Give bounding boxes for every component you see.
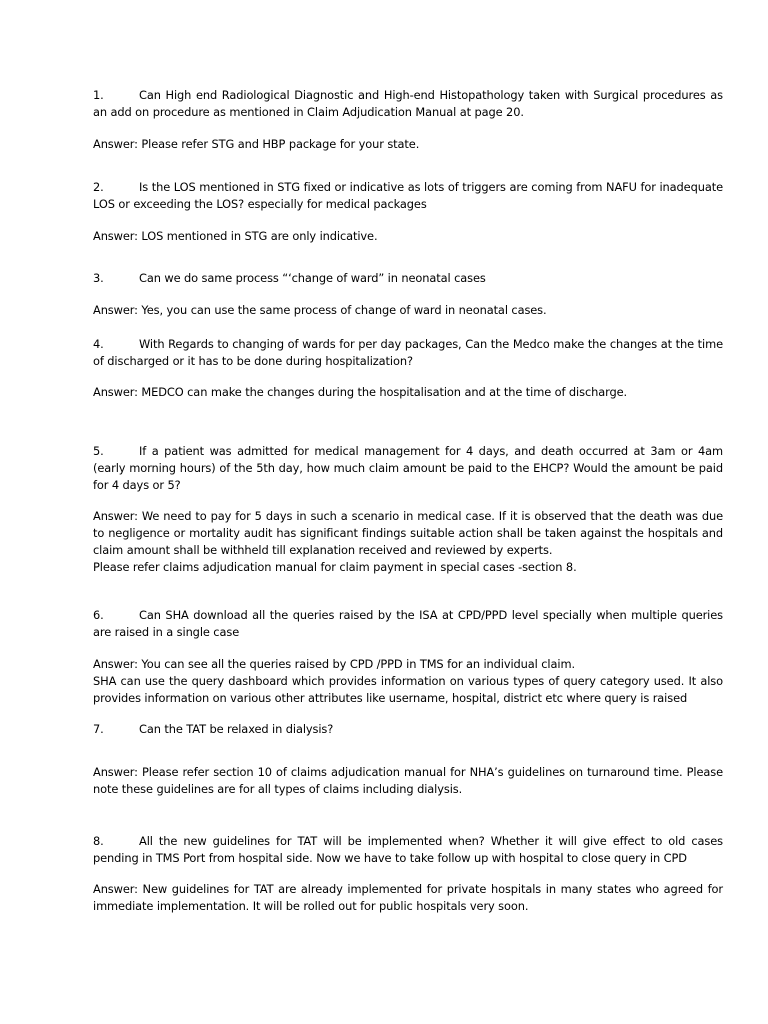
answer-4 (93, 384, 723, 401)
question-text: Can High end Radiological Diagnostic and High-end Histopathology taken with Surgical procedures as an add on procedure as mentioned in Claim Adjudication Manual at page 20. (93, 88, 723, 119)
answer-3 (93, 302, 723, 319)
answer-text: Answer: Please refer section 10 of claims adjudication manual for NHA’s guidelines on turnaround time. Please note these guidelines are for all types of claims including dialysis. (93, 765, 723, 796)
answer-6 (93, 656, 723, 707)
answer-text: Answer: We need to pay for 5 days in such a scenario in medical case. If it is observed that the death was due to negligence or mortality audit has significant findings suitable action shall be taken against the hospitals and claim amount shall be withheld till explanation received and reviewed by experts. (93, 509, 723, 557)
question-5 (93, 443, 723, 494)
question-2 (93, 179, 723, 213)
question-number: 5. (93, 444, 104, 458)
question-number: 1. (93, 88, 104, 102)
question-number: 4. (93, 337, 104, 351)
answer-7 (93, 764, 723, 798)
question-3 (93, 270, 723, 287)
question-6 (93, 607, 723, 641)
answer-text: Please refer claims adjudication manual for claim payment in special cases -section 8. (93, 560, 577, 574)
question-number: 8. (93, 834, 104, 848)
question-text: Is the LOS mentioned in STG fixed or indicative as lots of triggers are coming from NAFU for inadequate LOS or exceeding the LOS? especially for medical packages (93, 180, 723, 211)
answer-5 (93, 508, 723, 576)
question-number: 2. (93, 180, 104, 194)
answer-text: Answer: MEDCO can make the changes during the hospitalisation and at the time of discharge. (93, 385, 628, 399)
question-text: With Regards to changing of wards for per day packages, Can the Medco make the changes at the time of discharged or it has to be done during hospitalization? (93, 337, 723, 368)
question-8 (93, 833, 723, 867)
question-number: 6. (93, 608, 104, 622)
answer-2 (93, 228, 723, 245)
answer-text: Answer: New guidelines for TAT are already implemented for private hospitals in many states who agreed for immediate implementation. It will be rolled out for public hospitals very soon. (93, 882, 723, 913)
answer-8 (93, 881, 723, 915)
answer-text: SHA can use the query dashboard which provides information on various types of query category used. It also provides information on various other attributes like username, hospital, district etc where query is raised (93, 674, 723, 705)
question-text: Can the TAT be relaxed in dialysis? (139, 722, 334, 736)
question-number: 3. (93, 271, 104, 285)
answer-text: Answer: Yes, you can use the same process of change of ward in neonatal cases. (93, 303, 547, 317)
question-4 (93, 336, 723, 370)
question-1 (93, 87, 723, 121)
answer-text: Answer: You can see all the queries raised by CPD /PPD in TMS for an individual claim. (93, 657, 575, 671)
question-text: Can SHA download all the queries raised by the ISA at CPD/PPD level specially when multiple queries are raised in a single case (93, 608, 723, 639)
question-text: Can we do same process “‘change of ward” in neonatal cases (139, 271, 486, 285)
question-7 (93, 721, 723, 738)
answer-1 (93, 136, 723, 153)
question-number: 7. (93, 722, 104, 736)
question-text: All the new guidelines for TAT will be implemented when? Whether it will give effect to old cases pending in TMS Port from hospital side. Now we have to take follow up with hospital to close query in CPD (93, 834, 723, 865)
answer-text: Answer: LOS mentioned in STG are only indicative. (93, 229, 378, 243)
question-text: If a patient was admitted for medical management for 4 days, and death occurred at 3am or 4am (early morning hours) of the 5th day, how much claim amount be paid to the EHCP? Would the amount be paid for 4 days or 5? (93, 444, 723, 492)
answer-text: Answer: Please refer STG and HBP package for your state. (93, 137, 420, 151)
